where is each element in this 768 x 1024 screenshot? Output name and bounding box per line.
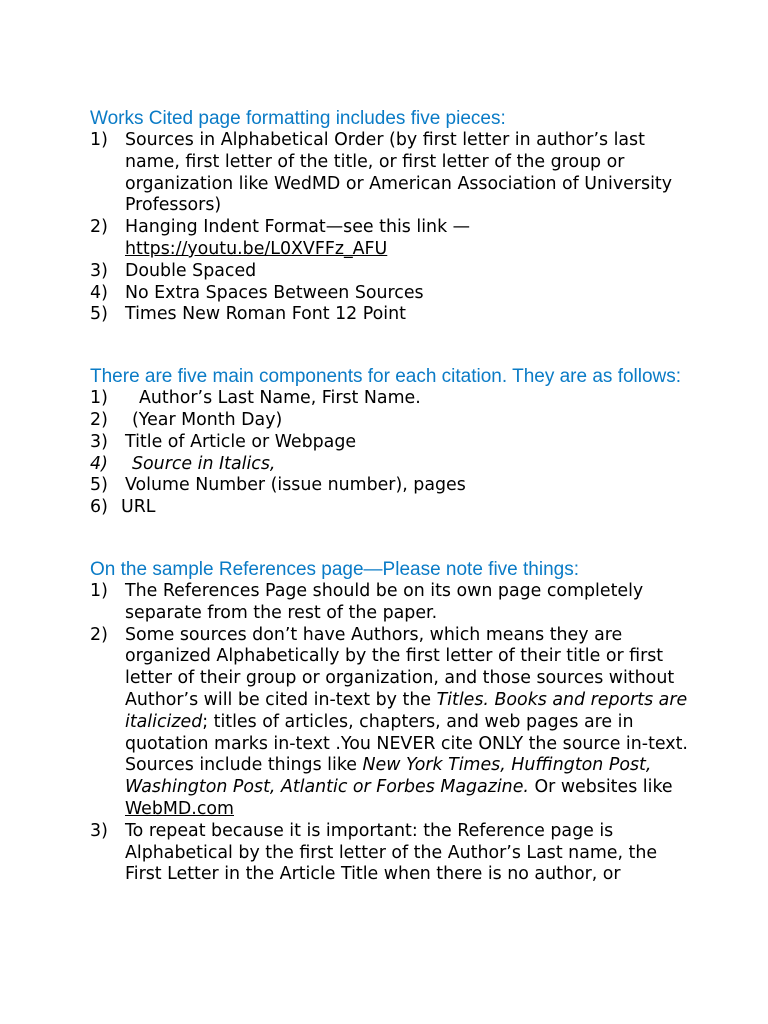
section-spacer — [90, 519, 690, 558]
list-number: 3) — [90, 431, 108, 452]
list-text: Sources in Alphabetical Order (by first letter in author’s last name, first letter of the title, or first letter of the group or organization like WedMD or American Association of University Professors) — [125, 130, 673, 216]
section-heading-works-cited: Works Cited page formatting includes five pieces: — [90, 108, 506, 129]
list-item — [90, 261, 690, 283]
list-text-part: ; titles of articles, chapters, and web pages are in quotation marks in-text .You NEVER cite ONLY the source in-text. Sources include things like — [125, 711, 688, 776]
list-item — [90, 625, 690, 821]
list-number: 1) — [90, 130, 108, 150]
list-item — [90, 130, 690, 217]
list-item — [90, 410, 690, 432]
list-text-part: Or websites like — [528, 777, 673, 798]
list-text: The References Page should be on its own page completely separate from the rest of the paper. — [125, 580, 644, 623]
list-item — [90, 821, 690, 886]
document-page — [90, 107, 690, 886]
list-text: Source in Italics, — [132, 453, 276, 474]
list-number: 2) — [90, 217, 108, 238]
list-number: 2) — [90, 409, 108, 430]
list-text — [121, 217, 690, 261]
list-item — [90, 475, 690, 497]
section-heading-sample-references: On the sample References page—Please note five things: — [90, 558, 580, 580]
list-text-italic: New York Times, Huffington Post, Washington Post, Atlantic or Forbes Magazine. — [125, 755, 652, 798]
list-item — [90, 454, 690, 476]
list-text: Author’s Last Name, First Name. — [139, 388, 421, 409]
list-text: To repeat because it is important: the Reference page is Alphabetical by the first letter of the Author’s Last name, the First Letter in the Article Title when there is no author, or — [125, 820, 658, 885]
list-text: Double Spaced — [125, 260, 257, 281]
list-text: URL — [121, 497, 156, 518]
list-text: Times New Roman Font 12 Point — [125, 304, 406, 325]
list-text-part: Some sources don’t have Authors, which means they are organized Alphabetically by the first letter of their title or first letter of their group or organization, and those sources without Author’s will be cited in-text by the — [125, 624, 675, 710]
list-item — [90, 388, 690, 410]
list-number: 2) — [90, 624, 108, 645]
list-item — [90, 304, 690, 326]
list-text — [121, 625, 690, 821]
list-text: (Year Month Day) — [132, 409, 283, 430]
list-text: Title of Article or Webpage — [125, 431, 357, 452]
list-number: 5) — [90, 475, 108, 496]
list-item — [90, 497, 690, 519]
list-number: 6) — [90, 497, 108, 518]
list-number: 3) — [90, 260, 108, 281]
list-text: No Extra Spaces Between Sources — [125, 282, 424, 303]
list-item — [90, 581, 690, 625]
section-heading-citation-components: There are five main components for each citation. They are as follows: — [90, 366, 682, 388]
list-item — [90, 217, 690, 261]
section-spacer — [90, 326, 690, 365]
list-number: 3) — [90, 820, 108, 841]
list-number: 4) — [90, 282, 108, 303]
list-number: 4) — [90, 453, 108, 474]
list-text: Volume Number (issue number), pages — [125, 475, 466, 496]
list-number: 1) — [90, 580, 108, 601]
list-item — [90, 432, 690, 454]
list-number: 5) — [90, 304, 108, 325]
youtube-link[interactable]: https://youtu.be/L0XVFFz_AFU — [125, 238, 388, 259]
webmd-link[interactable]: WebMD.com — [125, 798, 234, 819]
list-text-italic: Titles. Books and reports are italicized — [125, 689, 688, 732]
list-text-part: Hanging Indent Format—see this link — — [125, 217, 471, 238]
list-number: 1) — [90, 388, 108, 409]
list-item — [90, 283, 690, 305]
